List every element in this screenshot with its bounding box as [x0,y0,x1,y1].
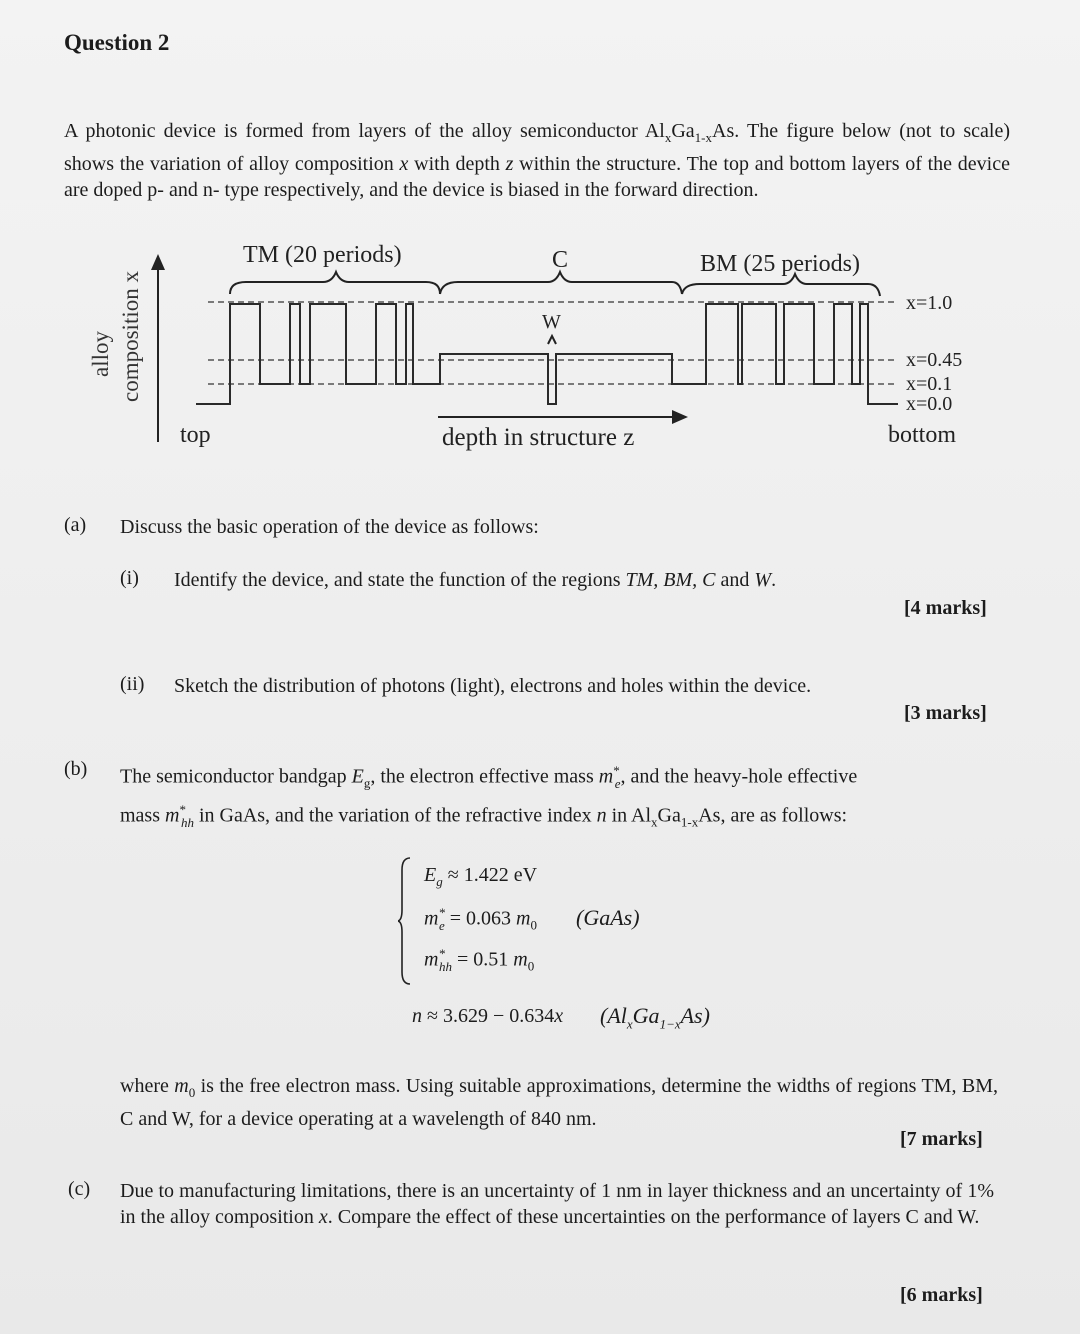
part-a-ii-marks: [3 marks] [904,702,987,724]
part-b-label: (b) [64,758,88,780]
w-label: W [542,311,561,333]
w-brace [548,336,556,344]
level-label-045: x=0.45 [906,349,963,371]
part-a-label: (a) [64,514,87,536]
part-b-text-line1: The semiconductor bandgap $E_g$, the electron effective mass $m^*_e$, and the heavy-hole effective [120,763,858,791]
top-label: top [180,422,211,448]
part-b-text-line2: mass $m^*_{hh}$ in GaAs, and the variation of the refractive index n in $Al_xGa_{1-x}As$, are as follows: [120,802,848,830]
part-b-marks: [7 marks] [900,1128,983,1150]
equation-brace [398,856,412,986]
bottom-label: bottom [888,422,957,448]
composition-profile-figure [78,232,988,462]
y-axis-label-alloy: alloy [88,331,113,377]
level-label-01: x=0.1 [906,373,953,395]
part-a-i-label: (i) [120,567,139,589]
c-brace [440,272,682,294]
y-axis-label: composition x [118,271,143,402]
part-b-text-after: where $m_0$ is the free electron mass. Using suitable approximations, determine the widths of regions TM, BM, C and W, for a device operating at a wavelength of 840 nm. [120,1075,998,1130]
level-label-0: x=0.0 [906,393,953,415]
equation-eg: $E_g \approx 1.422$ eV [424,864,538,889]
part-a-text: Discuss the basic operation of the device as follows: [120,516,539,538]
level-label-1: x=1.0 [906,292,953,314]
question-title: Question 2 [64,30,170,55]
y-axis-arrow [151,254,165,442]
c-label: C [552,247,569,273]
part-a-i-text: Identify the device, and state the function of the regions TM, BM, C and W. [174,569,777,591]
bm-label: BM (25 periods) [700,251,860,277]
part-a-ii-text: Sketch the distribution of photons (light), electrons and holes within the device. [174,675,812,697]
equation-me: $m^*_e = 0.063$ $m_0$ [424,905,537,933]
bm-brace [682,274,880,296]
part-c-text: Due to manufacturing limitations, there is an uncertainty of 1 nm in layer thickness and an uncertainty of 1% in the alloy composition x. Compare the effect of these uncertainties on the performance of layers C and W. [120,1180,994,1228]
equation-mhh: $m^*_{hh} = 0.51$ $m_0$ [424,946,535,974]
part-c-label: (c) [68,1178,91,1200]
equation-gaas: (GaAs) [576,905,640,930]
part-a-ii-label: (ii) [120,673,145,695]
part-c-marks: [6 marks] [900,1284,983,1306]
tm-brace [230,272,440,294]
tm-label: TM (20 periods) [243,242,402,268]
question-intro: A photonic device is formed from layers of the alloy semiconductor $Al_xGa_{1-x}As$. The figure below (not to scale) shows the variation of alloy composition x with depth z within the structure. The top and bottom layers of the device are doped p- and n- type respectively, and the device is biased in the forward direction. [64,120,1011,201]
depth-arrow [438,410,688,424]
x-axis-label: depth in structure z [442,424,635,451]
equation-algaas: $(Al_xGa_{1-x}As)$ [600,1003,710,1032]
part-a-i-marks: [4 marks] [904,597,987,619]
equation-n: n ≈ 3.629 − 0.634x [412,1005,564,1027]
